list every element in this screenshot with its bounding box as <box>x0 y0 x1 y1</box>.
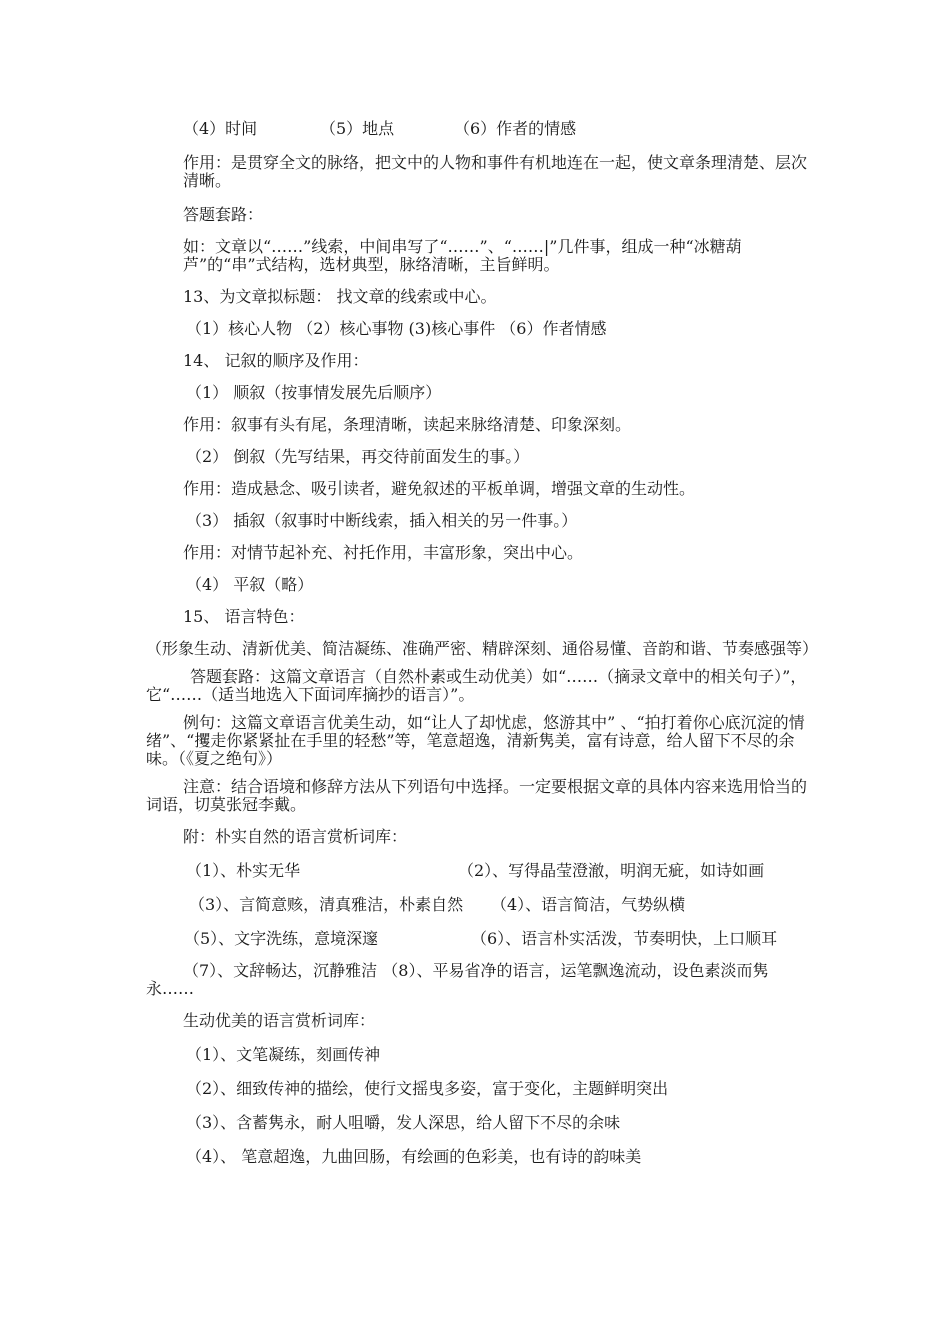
plain-lexicon-item-4: （4）、语言简洁，气势纵横 <box>491 895 686 914</box>
vivid-lexicon-heading: 生动优美的语言赏析词库： <box>183 1011 376 1030</box>
language-note-text: 注意：结合语境和修辞方法从下列语句中选择。一定要根据文章的具体内容来选用恰当的词语，切莫张冠李戴。 <box>146 777 808 814</box>
plain-lexicon-item-2: （2）、写得晶莹澄澈，明润无疵，如诗如画 <box>458 861 765 880</box>
clue-types-row <box>146 118 810 140</box>
vivid-lexicon-item-3: （3）、含蓄隽永，耐人咀嚼，发人深思，给人留下不尽的余味 <box>186 1113 621 1132</box>
language-example <box>146 714 810 768</box>
clue-type-time: （4）时间 <box>183 119 258 138</box>
section-13-heading: 13、为文章拟标题： 找文章的线索或中心。 <box>183 287 497 306</box>
vivid-lexicon-item-1: （1）、文笔凝练，刻画传神 <box>186 1045 381 1064</box>
order-chronological-function: 作用：叙事有头有尾，条理清晰，读起来脉络清楚、印象深刻。 <box>183 415 632 434</box>
vivid-lexicon-item-4: （4）、 笔意超逸，九曲回肠，有绘画的色彩美，也有诗的韵味美 <box>186 1147 642 1166</box>
section-15-heading: 15、 语言特色： <box>183 607 305 626</box>
order-interpolation: （3） 插叙（叙事时中断线索，插入相关的另一件事。） <box>186 511 578 530</box>
clue-function: 作用：是贯穿全文的脉络，把文中的人物和事件有机地连在一起，使文章条理清楚、层次清晰。 <box>183 153 808 190</box>
clue-type-place: （5）地点 <box>320 119 395 138</box>
title-sources: （1）核心人物 （2）核心事物 (3)核心事件 （6）作者情感 <box>186 319 607 338</box>
plain-lexicon-row-2 <box>146 894 810 916</box>
order-interpolation-function: 作用：对情节起补充、衬托作用，丰富形象，突出中心。 <box>183 543 584 562</box>
language-features-list: （形象生动、清新优美、简洁凝练、准确严密、精辟深刻、通俗易懂、音韵和谐、节奏感强等） <box>146 639 819 658</box>
plain-lexicon-item-1: （1）、朴实无华 <box>186 861 301 880</box>
answer-template-example: 如：文章以“……”线索，中间串写了“……”、“……|”几件事，组成一种“冰糖葫芦”的“串”式结构，选材典型，脉络清晰，主旨鲜明。 <box>183 237 742 274</box>
language-note <box>146 778 810 814</box>
clue-type-emotion: （6）作者的情感 <box>454 119 577 138</box>
section-14-heading: 14、 记叙的顺序及作用： <box>183 351 369 370</box>
plain-lexicon-row-3 <box>146 928 810 950</box>
order-chronological: （1） 顺叙（按事情发展先后顺序） <box>186 383 442 402</box>
plain-lexicon-item-5: （5）、文字洗练，意境深邃 <box>184 929 379 948</box>
plain-lexicon-row-1 <box>146 860 810 882</box>
plain-lexicon-item-3: （3）、言简意赅，清真雅洁，朴素自然 <box>189 895 464 914</box>
order-flashback-function: 作用：造成悬念、吸引读者，避免叙述的平板单调，增强文章的生动性。 <box>183 479 696 498</box>
vivid-lexicon-item-2: （2）、细致传神的描绘，使行文摇曳多姿，富于变化，主题鲜明突出 <box>186 1079 669 1098</box>
language-answer-template <box>146 668 810 704</box>
plain-lexicon-heading: 附：朴实自然的语言赏析词库： <box>183 827 408 846</box>
answer-template-heading: 答题套路： <box>183 205 264 224</box>
document-body <box>146 118 819 1168</box>
plain-lexicon-item-6: （6）、语言朴实活泼，节奏明快，上口顺耳 <box>471 929 778 948</box>
plain-lexicon-item-7-8: （7）、文辞畅达，沉静雅洁 （8）、平易省净的语言，运笔飘逸流动，设色素淡而隽永…… <box>146 961 769 998</box>
order-flashback: （2） 倒叙（先写结果，再交待前面发生的事。） <box>186 447 530 466</box>
order-parallel: （4） 平叙（略） <box>186 575 314 594</box>
language-example-text: 例句：这篇文章语言优美生动，如“让人了却忧虑，悠游其中” 、“拍打着你心底沉淀的情绪”、“攫走你紧紧扯在手里的轻愁”等，笔意超逸，清新隽美，富有诗意，给人留下不尽的余味。（《夏之绝句》） <box>146 713 805 768</box>
plain-lexicon-row-4 <box>146 962 810 998</box>
language-answer-template-text: 答题套路：这篇文章语言（自然朴素或生动优美）如“……（摘录文章中的相关句子）”，它“……（适当地选入下面词库摘抄的语言）”。 <box>146 667 807 704</box>
